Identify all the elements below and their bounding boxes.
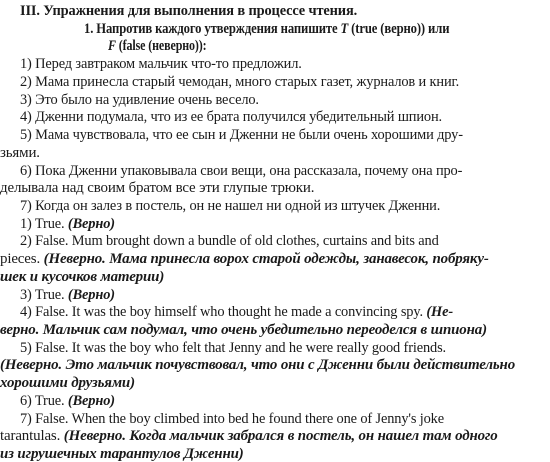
true-letter: T — [340, 20, 349, 37]
answer-7-text-b: tarantulas. — [0, 428, 61, 445]
statement-2: 2) Мама принесла старый чемодан, много старых газет, журналов и книг. — [20, 73, 460, 90]
answer-5-line-1: 5) False. It was the boy who felt that Jenny and he were really good friends. — [20, 339, 446, 356]
statement-6-line-2: делывала над своим братом все эти глупые трюки. — [0, 180, 315, 197]
section-heading: III. Упражнения для выполнения в процессе чтения. — [20, 3, 358, 19]
statement-5-line-2: зьями. — [0, 144, 40, 161]
answer-2-line-2 — [0, 251, 548, 267]
statement-4: 4) Дженни подумала, что из ее брата получился убедительный шпион. — [20, 109, 442, 126]
statement-6-line-1: 6) Пока Дженни упаковывала свои вещи, она рассказала, почему она про- — [20, 162, 463, 179]
answer-3 — [20, 287, 548, 303]
answer-4-line-1 — [20, 304, 548, 320]
answer-2-text-b: pieces. — [0, 251, 41, 268]
answer-3-note: (Верно) — [67, 286, 115, 303]
answer-7-line-1: 7) False. When the boy climbed into bed he found there one of Jenny's joke — [20, 410, 444, 427]
answer-4-note-a: (Не- — [426, 304, 453, 321]
answer-1-note: (Верно) — [67, 215, 115, 232]
answer-1-text: 1) True. — [20, 215, 65, 232]
answer-2-line-1: 2) False. Mum brought down a bundle of old clothes, curtains and bits and — [20, 233, 439, 250]
answer-6-text: 6) True. — [20, 392, 65, 409]
answer-3-text: 3) True. — [20, 286, 65, 303]
answer-5-note-b: (Неверно. Это мальчик почувствовал, что они с Дженни были действительно — [0, 357, 516, 374]
answer-1 — [20, 216, 548, 232]
task-instruction-pre: 1. Напротив каждого утверждения напишите — [84, 20, 341, 37]
answer-2-note-b: (Неверно. Мама принесла ворох старой одежды, занавесок, побряку- — [43, 251, 489, 268]
answer-6 — [20, 393, 548, 409]
statement-5-line-1: 5) Мама чувствовала, что ее сын и Дженни не были очень хорошими дру- — [20, 127, 463, 143]
task-instruction-post-2: (false (неверно)): — [115, 38, 207, 55]
false-letter: F — [108, 38, 116, 55]
statement-7: 7) Когда он залез в постель, он не нашел ни одной из штучек Дженни. — [20, 197, 441, 214]
answer-7-note-c: из игрушечных тарантулов Дженни) — [0, 446, 244, 462]
answer-2-note-c: шек и кусочков материи) — [0, 268, 165, 285]
task-instruction-post: (true (верно)) или — [348, 20, 450, 37]
answer-6-note: (Верно) — [67, 392, 115, 409]
answer-7-note-b: (Неверно. Когда мальчик забрался в постель, он нашел там одного — [63, 428, 498, 445]
statement-1: 1) Перед завтраком мальчик что-то предложил. — [20, 56, 302, 73]
task-instruction-line-1 — [84, 21, 548, 37]
statement-3: 3) Это было на удивление очень весело. — [20, 91, 259, 108]
answer-7-line-2 — [0, 428, 548, 444]
task-instruction-line-2 — [108, 38, 548, 54]
answer-5-note-c: хорошими друзьями) — [0, 375, 135, 392]
answer-4-text-a: 4) False. It was the boy himself who thought he made a convincing spy. — [20, 304, 423, 321]
answer-4-note-b: верно. Мальчик сам подумал, что очень убедительно переоделся в шпиона) — [0, 322, 487, 338]
